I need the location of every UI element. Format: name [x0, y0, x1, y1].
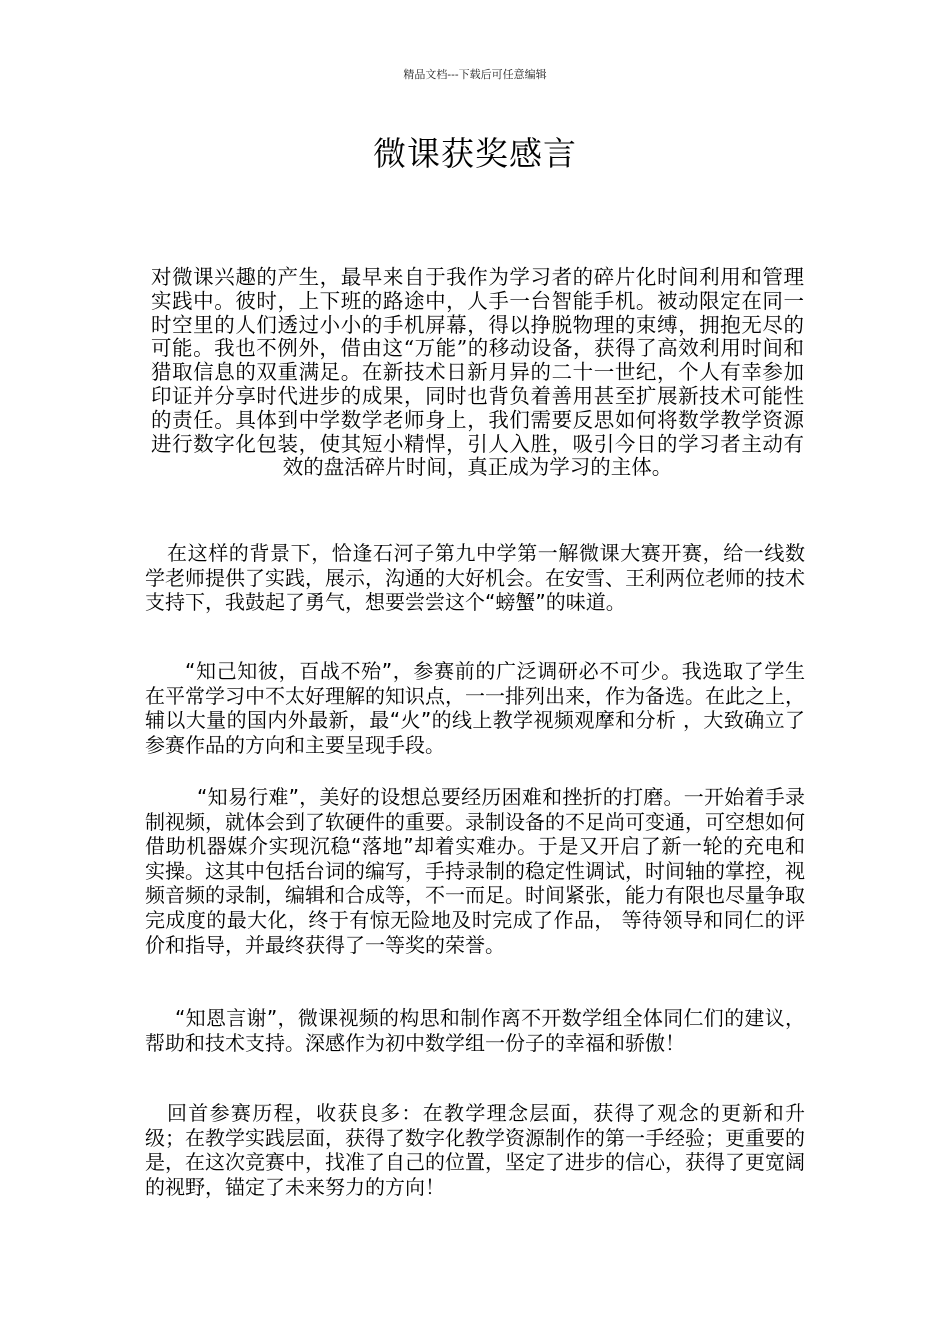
paragraph-production: “知易行难”，美好的设想总要经历困难和挫折的打磨。一开始着手录制视频，就体会到了软硬件的重要。录制设备的不足尚可变通，可空想如何借助机器媒介实现沉稳“落地”却着实难办。于是又开启了新一轮的充电和实操。这其中包括台词的编写，手持录制的稳定性调试，时间轴的掌控，视频音频的录制，编辑和合成等，不一而足。时间紧张，能力有限也尽量争取完成度的最大化，终于有惊无险地及时完成了作品， 等待领导和同仁的评价和指导，并最终获得了一等奖的荣誉。	[145, 785, 805, 957]
paragraph-research: “知己知彼，百战不殆”，参赛前的广泛调研必不可少。我选取了学生在平常学习中不太好理解的知识点，一一排列出来，作为备选。在此之上，辅以大量的国内外最新，最“火”的线上教学视频观摩和分析 ，大致确立了参赛作品的方向和主要呈现手段。	[145, 659, 805, 757]
paragraph-background: 在这样的背景下，恰逢石河子第九中学第一解微课大赛开赛，给一线数学老师提供了实践，展示，沟通的大好机会。在安雪、王利两位老师的技术支持下，我鼓起了勇气，想要尝尝这个“螃蟹”的味道。	[145, 541, 805, 615]
intro-paragraph: 对微课兴趣的产生，最早来自于我作为学习者的碎片化时间利用和管理实践中。彼时，上下班的路途中，人手一台智能手机。被动限定在同一时空里的人们透过小小的手机屏幕，得以挣脱物理的束缚，拥抱无尽的可能。我也不例外，借由这“万能”的移动设备，获得了高效利用时间和猎取信息的双重满足。在新技术日新月异的二十一世纪，个人有幸参加印证并分享时代进步的成果，同时也背负着善用甚至扩展新技术可能性的责任。具体到中学数学老师身上，我们需要反思如何将数学教学资源进行数字化包装，使其短小精悍，引人入胜，吸引今日的学习者主动有效的盘活碎片时间，真正成为学习的主体。	[151, 265, 804, 480]
paragraph-reflection: 回首参赛历程，收获良多：在教学理念层面，获得了观念的更新和升级；在教学实践层面，获得了数字化教学资源制作的第一手经验；更重要的是，在这次竞赛中，找准了自己的位置，坚定了进步的信心，获得了更宽阔的视野，锚定了未来努力的方向！	[145, 1101, 805, 1199]
document-title: 微课获奖感言	[373, 134, 577, 173]
page-header-note: 精品文档---下载后可任意编辑	[403, 68, 547, 81]
paragraph-thanks: “知恩言谢”，微课视频的构思和制作离不开数学组全体同仁们的建议，帮助和技术支持。深感作为初中数学组一份子的幸福和骄傲！	[145, 1006, 805, 1055]
